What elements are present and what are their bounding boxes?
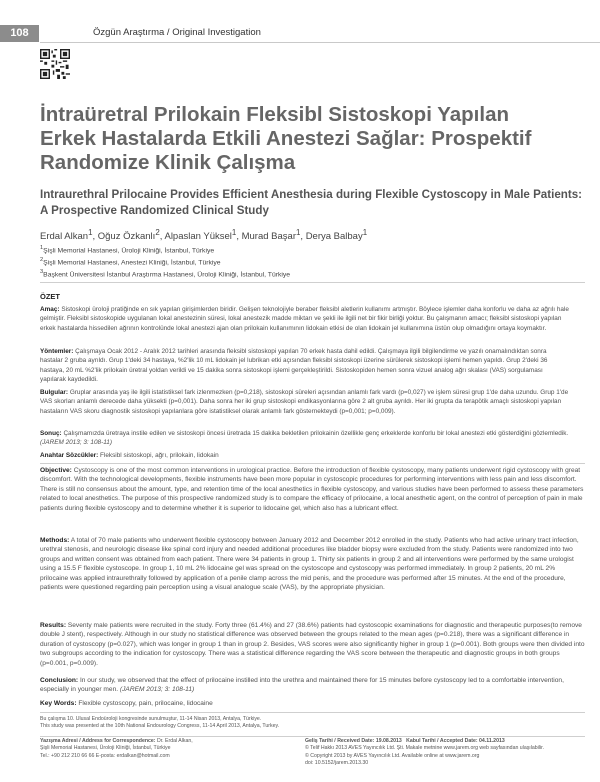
affiliation: $^3$Başkent Üniversitesi İstanbul Araştırma Hastanesi, Üroloji Kliniği, İstanbul, Türkiye — [40, 268, 291, 278]
qr-code-icon — [40, 49, 70, 79]
author: Alpaslan Yüksel$^1$ — [164, 228, 237, 243]
abstract-results: Results: Seventy male patients were recruited in the study. Forty three (61.4%) and 27 (38.6%) patients had cystoscopic examinations for diagnostic and therapeutic purposes(to remove double J stent), respectively. Although in our study no statistical difference was observed between the groups related to the mean ages (p=0.218), there was a significant difference in duration of cystoscopy (p=0.027), which was longer in group 1 than in group 2. Besides, VAS scores were also significantly higher in group 1 (p=0.001). Both groups were then divided into two subgroups according to the indication for cystoscopy. There was a statistical difference regarding the VAS score between the therapeutic and diagnostic groups in both groups (p=0.001, p=0.009). — [40, 622, 585, 667]
section-divider — [40, 712, 585, 713]
author: Murad Başar$^1$ — [241, 228, 301, 243]
abstract-conclusion: Conclusion: In our study, we observed that the effect of prilocaine instilled into the urethra and maintained there for 15 minutes before cystoscopy led to a comfortable intervention, especially in younger men. (JAREM 2013; 3: 108-11) — [40, 677, 564, 694]
author: Oğuz Özkanlı$^2$ — [97, 228, 160, 243]
page-header — [0, 0, 600, 40]
ozet-bulgular: Bulgular: Gruplar arasında yaş ile ilgili istatistiksel fark izlenmezken (p=0,218), sistoskopi süreleri açısından anlamlı fark vardı (p=0,027) ve işlem süresi grup 1'de daha uzundu. Grup 1'de VAS skorları anlamlı derecede daha yüksekti (p=0,001). Daha sonra her iki grup sistoskopi endikasyonlarına göre 2 alt gruba ayrıldı. Her iki grupta da terapötik amaçlı sistoskopi yapılan hastaların VAS skoru diagnostik sistoskopi yapılanlara göre istatistiksel olarak anlamlı fark gösternekteydi (p=0,001; p=0,009). — [40, 389, 569, 415]
header-divider — [40, 42, 600, 43]
section-divider — [40, 463, 585, 464]
abstract-objective: Objective: Cystoscopy is one of the most common interventions in urological practice. Before the introduction of flexible cystoscopy, many patients underwent rigid cystoscopy with great discomfort. With the technological developments, flexible instruments have been more popular in cystoscopic procedures for performing interventions with less pain and less discomfort. There is still no consensus about the amount, type, and retention time of the local anesthetics in flexible cystoscopy, and various studies have been performed to assess these parameters related to local anesthetics. The purpose of this prospective randomized study is to compare the efficacy of prilocaine, a local anesthetic agent, on the control of perception of pain in male patients during flexible cystoscopy and to determine whether it is superior to lidocaine gel, which also has a lubricant effect. — [40, 467, 584, 512]
section-divider — [40, 736, 585, 737]
dates-info: Geliş Tarihi / Received Date: 19.08.2013 Kabul Tarihi / Accepted Date: 04.11.2013 © Telif Hakkı 2013 AVES Yayıncılık Ltd. Şti. Makale metnine www.jarem.org web sayfasından ulaşılabilir. © Copyright 2013 by AVES Yayıncılık Ltd. Available online at www.jarem.org doi: 10.5152/jarem.2013.30 — [305, 738, 545, 767]
ozet-yontem: Yöntemler: Çalışmaya Ocak 2012 - Aralık 2012 tarihleri arasında fleksibl sistoskopi yapılan 70 erkek hasta dahil edildi. Çalışmaya ilgili bilgilendirme ve yazılı onamalındıktan sonra hastalar 2 gruba ayrıldı. Grup 1'deki 34 hastaya, %2'lik 10 mL lidokain jel lubrikan etki açısından fleksibl sistoskopi üzerine sürülerek sistoskopi işlemi hemen yapıldı. Grup 2'deki 36 hastaya, 20 mL %2'lik prilokain üretral yoldan verildi ve 15 dakika sonra sistoskopi işlemi gerçekleştirildi. Sistoskopiden hemen sonra vizuel analog ağrı skalası (VAS) sorgulaması yapılarak kaydedildi. — [40, 348, 548, 384]
abstract-keywords: Key Words: Flexible cystoscopy, pain, prilocaine, lidocaine — [40, 700, 213, 707]
author-list: Erdal Alkan$^1$, Oğuz Özkanlı$^2$, Alpaslan Yüksel$^1$, Murad Başar$^1$, Derya Balbay$^1$ — [40, 228, 368, 243]
ozet-heading: ÖZET — [40, 292, 60, 301]
correspondence: Yazışma Adresi / Address for Correspondence: Dr. Erdal Alkan, Şişli Memorial Hastanesi, Üroloji Kliniği, İstanbul, Türkiye Tel.: +90 212 210 66 66 E-posta: erdalkan@hotmail.com — [40, 738, 193, 759]
article-title-en: Intraurethral Prilocaine Provides Efficient Anesthesia during Flexible Cystoscopy in Male Patients: A Prospective Randomized Clinical Study — [40, 188, 583, 217]
affiliation-list — [40, 244, 580, 279]
ozet-keywords: Anahtar Sözcükler: Fleksibl sistoskopi, ağrı, prilokain, lidokain — [40, 452, 219, 459]
page-number: 108 — [0, 25, 39, 42]
ozet-sonuc: Sonuç: Çalışmamızda üretraya instile edilen ve sistoskopi öncesi üretrada 15 dakika bekletilen prilokainin özellikle genç erkeklerde konforlu bir lokal anestezi etki gösterdiğini gözlemledik. (JAREM 2013; 3: 108-11) — [40, 430, 569, 447]
affiliation: $^2$Şişli Memorial Hastanesi, Anestezi Kliniği, İstanbul, Türkiye — [40, 256, 221, 267]
section-label: Özgün Araştırma / Original Investigation — [93, 27, 261, 38]
author: Derya Balbay$^1$ — [305, 228, 368, 243]
footnote: Bu çalışma 10. Ulusal Endoüroloji kongresinde sunulmuştur, 11-14 Nisan 2013, Antalya, Türkiye. This study was presented at the 10th National Endourology Congress, 11-14 April 2013, Antalya, Turkey. — [40, 716, 280, 730]
affiliation: $^1$Şişli Memorial Hastanesi, Üroloji Kliniği, İstanbul, Türkiye — [40, 245, 215, 255]
ozet-amac: Amaç: Sistoskopi üroloji pratiğinde en sık yapılan girişimlerden biridir. Gelişen teknolojiyle beraber fleksibl aletlerin kullanımı artmıştır. Böylece işlemler daha konforlu ve daha az ağrılı hale gelmiştir. Fleksibl sistoskopide uygulanan lokal anestezinin süresi, lokal anestezik madde miktarı ve şekli ile ilgili net bir fikir birliği yoktur. Bu çalışmanın amacı; fleksibl sistoskopi yapılan erkek hastalarda hissedilen ağrının kontrolünde lokal anestezi ajan olan prilokain kullanımının lidokain etkisi de olan lidokain jel kullanımına üstün olup olmadığını ortaya koymaktır. — [40, 306, 569, 332]
abstract-methods: Methods: A total of 70 male patients who underwent flexible cystoscopy between January 2012 and December 2012 enrolled in the study. Patients who had active urinary tract infection, urethral stenosis, and neurologic disease like spinal cord injury and needed additional procedures like bladder biopsy were excluded from the study. Patients were randomized into two groups and written consent was obtained from each patient. There were 34 patients in group 1. Thirty six patients in group 2 and all interventions were performed by the same urologist using a 15.5 F flexible cystoscope. In group 1, 10 mL 2% lidocaine gel was spread on the cystoscope and cystoscopy was performed immediately. In group 2 patients, 20 mL 2% prilocaine was applied intraurethrally followed by application of a penile clamp across the mid penis, and the procedure was performed after 15 minutes. At the end of the procedure, patients were questioned regarding pain perception using a visual analogue scale (VAS), by the appropriate physician. — [40, 537, 579, 592]
author: Erdal Alkan$^1$ — [40, 228, 93, 243]
article-title-tr: İntraüretral Prilokain Fleksibl Sistoskopi Yapılan Erkek Hastalarda Etkili Anestezi Sağlar: Prospektif Randomize Klinik Çalışma — [40, 103, 532, 174]
section-divider — [40, 282, 585, 283]
